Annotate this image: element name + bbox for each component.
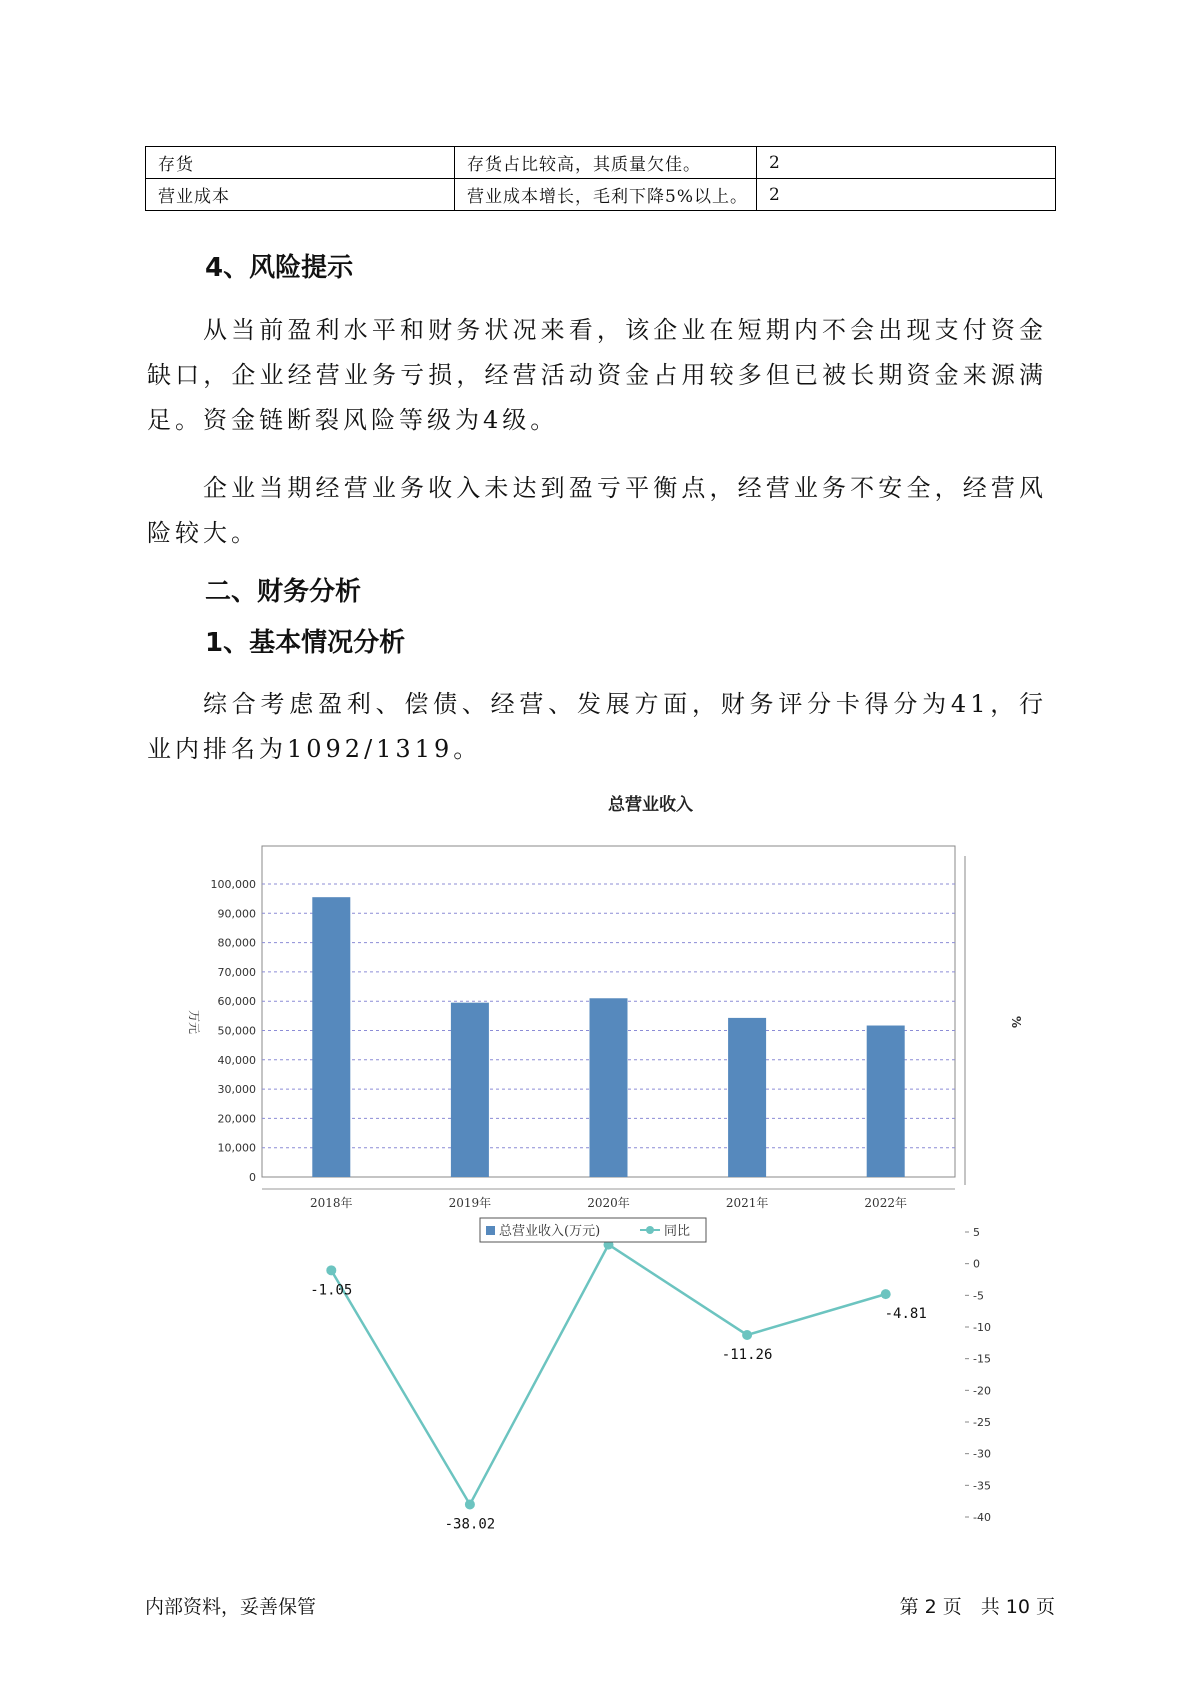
- yoy-line: [331, 1245, 885, 1505]
- y2-tick-label: -40: [973, 1511, 991, 1524]
- risk-score-table: [145, 146, 1056, 211]
- y-tick-label: 60,000: [217, 995, 256, 1009]
- y-tick-label: 80,000: [217, 936, 256, 950]
- data-label: -11.26: [721, 1346, 773, 1363]
- y2-tick-label: -30: [973, 1447, 991, 1461]
- risk-heading: 4、风险提示: [205, 253, 354, 283]
- y2-tick-label: 0: [973, 1257, 980, 1271]
- data-label: -4.81: [884, 1306, 927, 1323]
- bar: [867, 1026, 905, 1177]
- y2-axis-label: %: [1009, 1015, 1023, 1029]
- table-cell-item: 营业成本: [146, 179, 455, 211]
- y-tick-label: 10,000: [217, 1141, 256, 1155]
- x-tick-label: 2020年: [587, 1196, 630, 1210]
- risk-paragraph-2: 企业当期经营业务收入未达到盈亏平衡点，经营业务不安全，经营风险较大。: [147, 474, 1047, 547]
- revenue-chart: [160, 790, 1023, 1533]
- y-tick-label: 40,000: [217, 1053, 256, 1067]
- y2-tick-label: -15: [973, 1352, 991, 1366]
- yoy-point: [465, 1499, 475, 1509]
- y2-tick-label: -25: [973, 1416, 991, 1429]
- table-cell-score: 2: [757, 179, 1056, 211]
- risk-paragraph-1: 从当前盈利水平和财务状况来看，该企业在短期内不会出现支付资金缺口，企业经营业务亏损，经营活动资金占用较多但已被长期资金来源满足。资金链断裂风险等级为4级。: [147, 316, 1047, 434]
- yoy-point: [881, 1289, 891, 1299]
- bar: [590, 998, 628, 1177]
- table-cell-item: 存货: [146, 147, 455, 179]
- chart-title: 总营业收入: [608, 795, 693, 815]
- x-tick-label: 2022年: [864, 1196, 907, 1210]
- y-tick-label: 70,000: [217, 965, 256, 979]
- footer-page-number: 第 2 页 共 10 页: [899, 1596, 1055, 1618]
- x-tick-label: 2019年: [448, 1196, 492, 1210]
- legend-bar-swatch: [486, 1226, 495, 1235]
- y-tick-label: 0: [249, 1171, 256, 1184]
- y2-tick-label: -5: [973, 1289, 984, 1303]
- table-cell-desc: 存货占比较高，其质量欠佳。: [455, 147, 757, 179]
- basic-analysis-heading: 1、基本情况分析: [205, 628, 406, 658]
- legend-bar-label: 总营业收入(万元): [499, 1224, 601, 1239]
- y2-tick-label: -35: [973, 1479, 991, 1493]
- bar: [728, 1018, 766, 1177]
- y-tick-label: 20,000: [217, 1112, 256, 1126]
- y2-tick-label: 5: [973, 1226, 980, 1239]
- yoy-point: [326, 1265, 336, 1275]
- yoy-point: [742, 1330, 752, 1340]
- y-tick-label: 50,000: [217, 1024, 256, 1038]
- table-cell-desc: 营业成本增长，毛利下降5%以上。: [455, 179, 757, 211]
- y2-tick-label: -10: [973, 1321, 991, 1334]
- bar: [312, 897, 350, 1177]
- legend-line-label: 同比: [664, 1224, 691, 1239]
- bar: [451, 1003, 489, 1177]
- basic-paragraph-1: 综合考虑盈利、偿债、经营、发展方面，财务评分卡得分为41，行业内排名为1092/1319。: [147, 690, 1047, 763]
- x-tick-label: 2021年: [725, 1196, 769, 1210]
- data-label: -1.05: [310, 1282, 353, 1299]
- y-tick-label: 100,000: [210, 878, 256, 891]
- footer-confidential: 内部资料，妥善保管: [145, 1596, 317, 1618]
- y2-tick-label: -20: [973, 1384, 991, 1398]
- data-label: -38.02: [444, 1516, 496, 1533]
- table-row: [146, 147, 1056, 179]
- y-tick-label: 30,000: [217, 1083, 256, 1097]
- financial-analysis-heading: 二、财务分析: [205, 577, 362, 607]
- table-row: [146, 179, 1056, 211]
- y-axis-label: 万元: [187, 1009, 201, 1035]
- legend-line-marker: [646, 1226, 654, 1234]
- x-tick-label: 2018年: [310, 1196, 353, 1210]
- y-tick-label: 90,000: [217, 907, 256, 921]
- table-cell-score: 2: [757, 147, 1056, 179]
- revenue-chart-svg: [160, 790, 1023, 1533]
